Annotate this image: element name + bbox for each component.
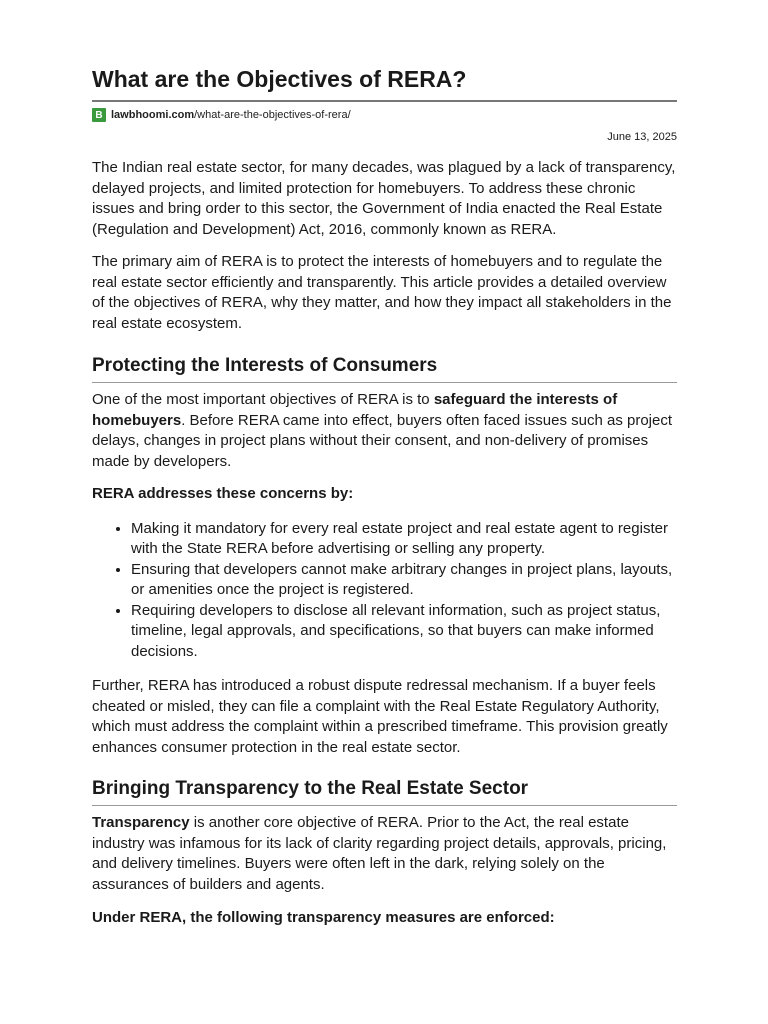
list-item: • Making it mandatory for every real estate project and real estate agent to register with the State RERA before advertising or selling any property. [131, 519, 677, 560]
source-path[interactable]: /what-are-the-objectives-of-rera/ [194, 109, 351, 121]
intro-paragraph-1: The Indian real estate sector, for many decades, was plagued by a lack of transparency, delayed projects, and limited protection for homebuyers. To address these chronic issues and bring order to this sector, the Government of India enacted the Real Estate (Regulation and Development) Act, 2016, commonly known as RERA. [92, 159, 676, 238]
section-heading-transparency: Bringing Transparency to the Real Estate Sector [92, 775, 677, 806]
consumers-list [92, 519, 677, 663]
transparency-paragraph-1-bold: Transparency [92, 814, 190, 831]
article-title: What are the Objectives of RERA? [92, 62, 677, 102]
transparency-paragraph-1 [92, 813, 677, 895]
consumers-paragraph-1 [92, 390, 677, 472]
source-domain[interactable]: lawbhoomi.com [111, 109, 195, 121]
publish-date: June 13, 2025 [607, 131, 677, 143]
source-line[interactable] [92, 107, 677, 123]
list-item: • Ensuring that developers cannot make arbitrary changes in project plans, layouts, or amenities once the project is registered. [131, 560, 677, 601]
section-heading-consumers: Protecting the Interests of Consumers [92, 352, 677, 383]
consumers-paragraph-1-start: One of the most important objectives of RERA is to [92, 391, 434, 408]
consumers-paragraph-1-end: . Before RERA came into effect, buyers often faced issues such as project delays, changes in project plans without their consent, and non-delivery of promises made by developers. [92, 411, 673, 470]
consumers-paragraph-2: Further, RERA has introduced a robust dispute redressal mechanism. If a buyer feels cheated or misled, they can file a complaint with the Real Estate Regulatory Authority, which must address the complaint within a prescribed timeframe. This provision greatly enhances consumer protection in the real estate sector. [92, 677, 668, 756]
intro-paragraph-2: The primary aim of RERA is to protect the interests of homebuyers and to regulate the real estate sector efficiently and transparently. This article provides a detailed overview of the objectives of RERA, why they matter, and how they impact all stakeholders in the real estate ecosystem. [92, 253, 672, 332]
site-favicon-icon: B [92, 108, 106, 122]
consumers-list-heading: RERA addresses these concerns by: [92, 485, 354, 502]
list-item: • Requiring developers to disclose all relevant information, such as project status, timeline, legal approvals, and specifications, so that buyers can make informed decisions. [131, 601, 677, 663]
transparency-paragraph-1-end: is another core objective of RERA. Prior to the Act, the real estate industry was infamous for its lack of clarity regarding project details, approvals, pricing, and delivery timelines. Buyers were often left in the dark, relying solely on the assurances of builders and agents. [92, 814, 667, 893]
article [92, 62, 677, 929]
transparency-list-heading: Under RERA, the following transparency measures are enforced: [92, 909, 555, 926]
consumers-paragraph-1-bold: safeguard the interests of homebuyers [92, 391, 618, 429]
